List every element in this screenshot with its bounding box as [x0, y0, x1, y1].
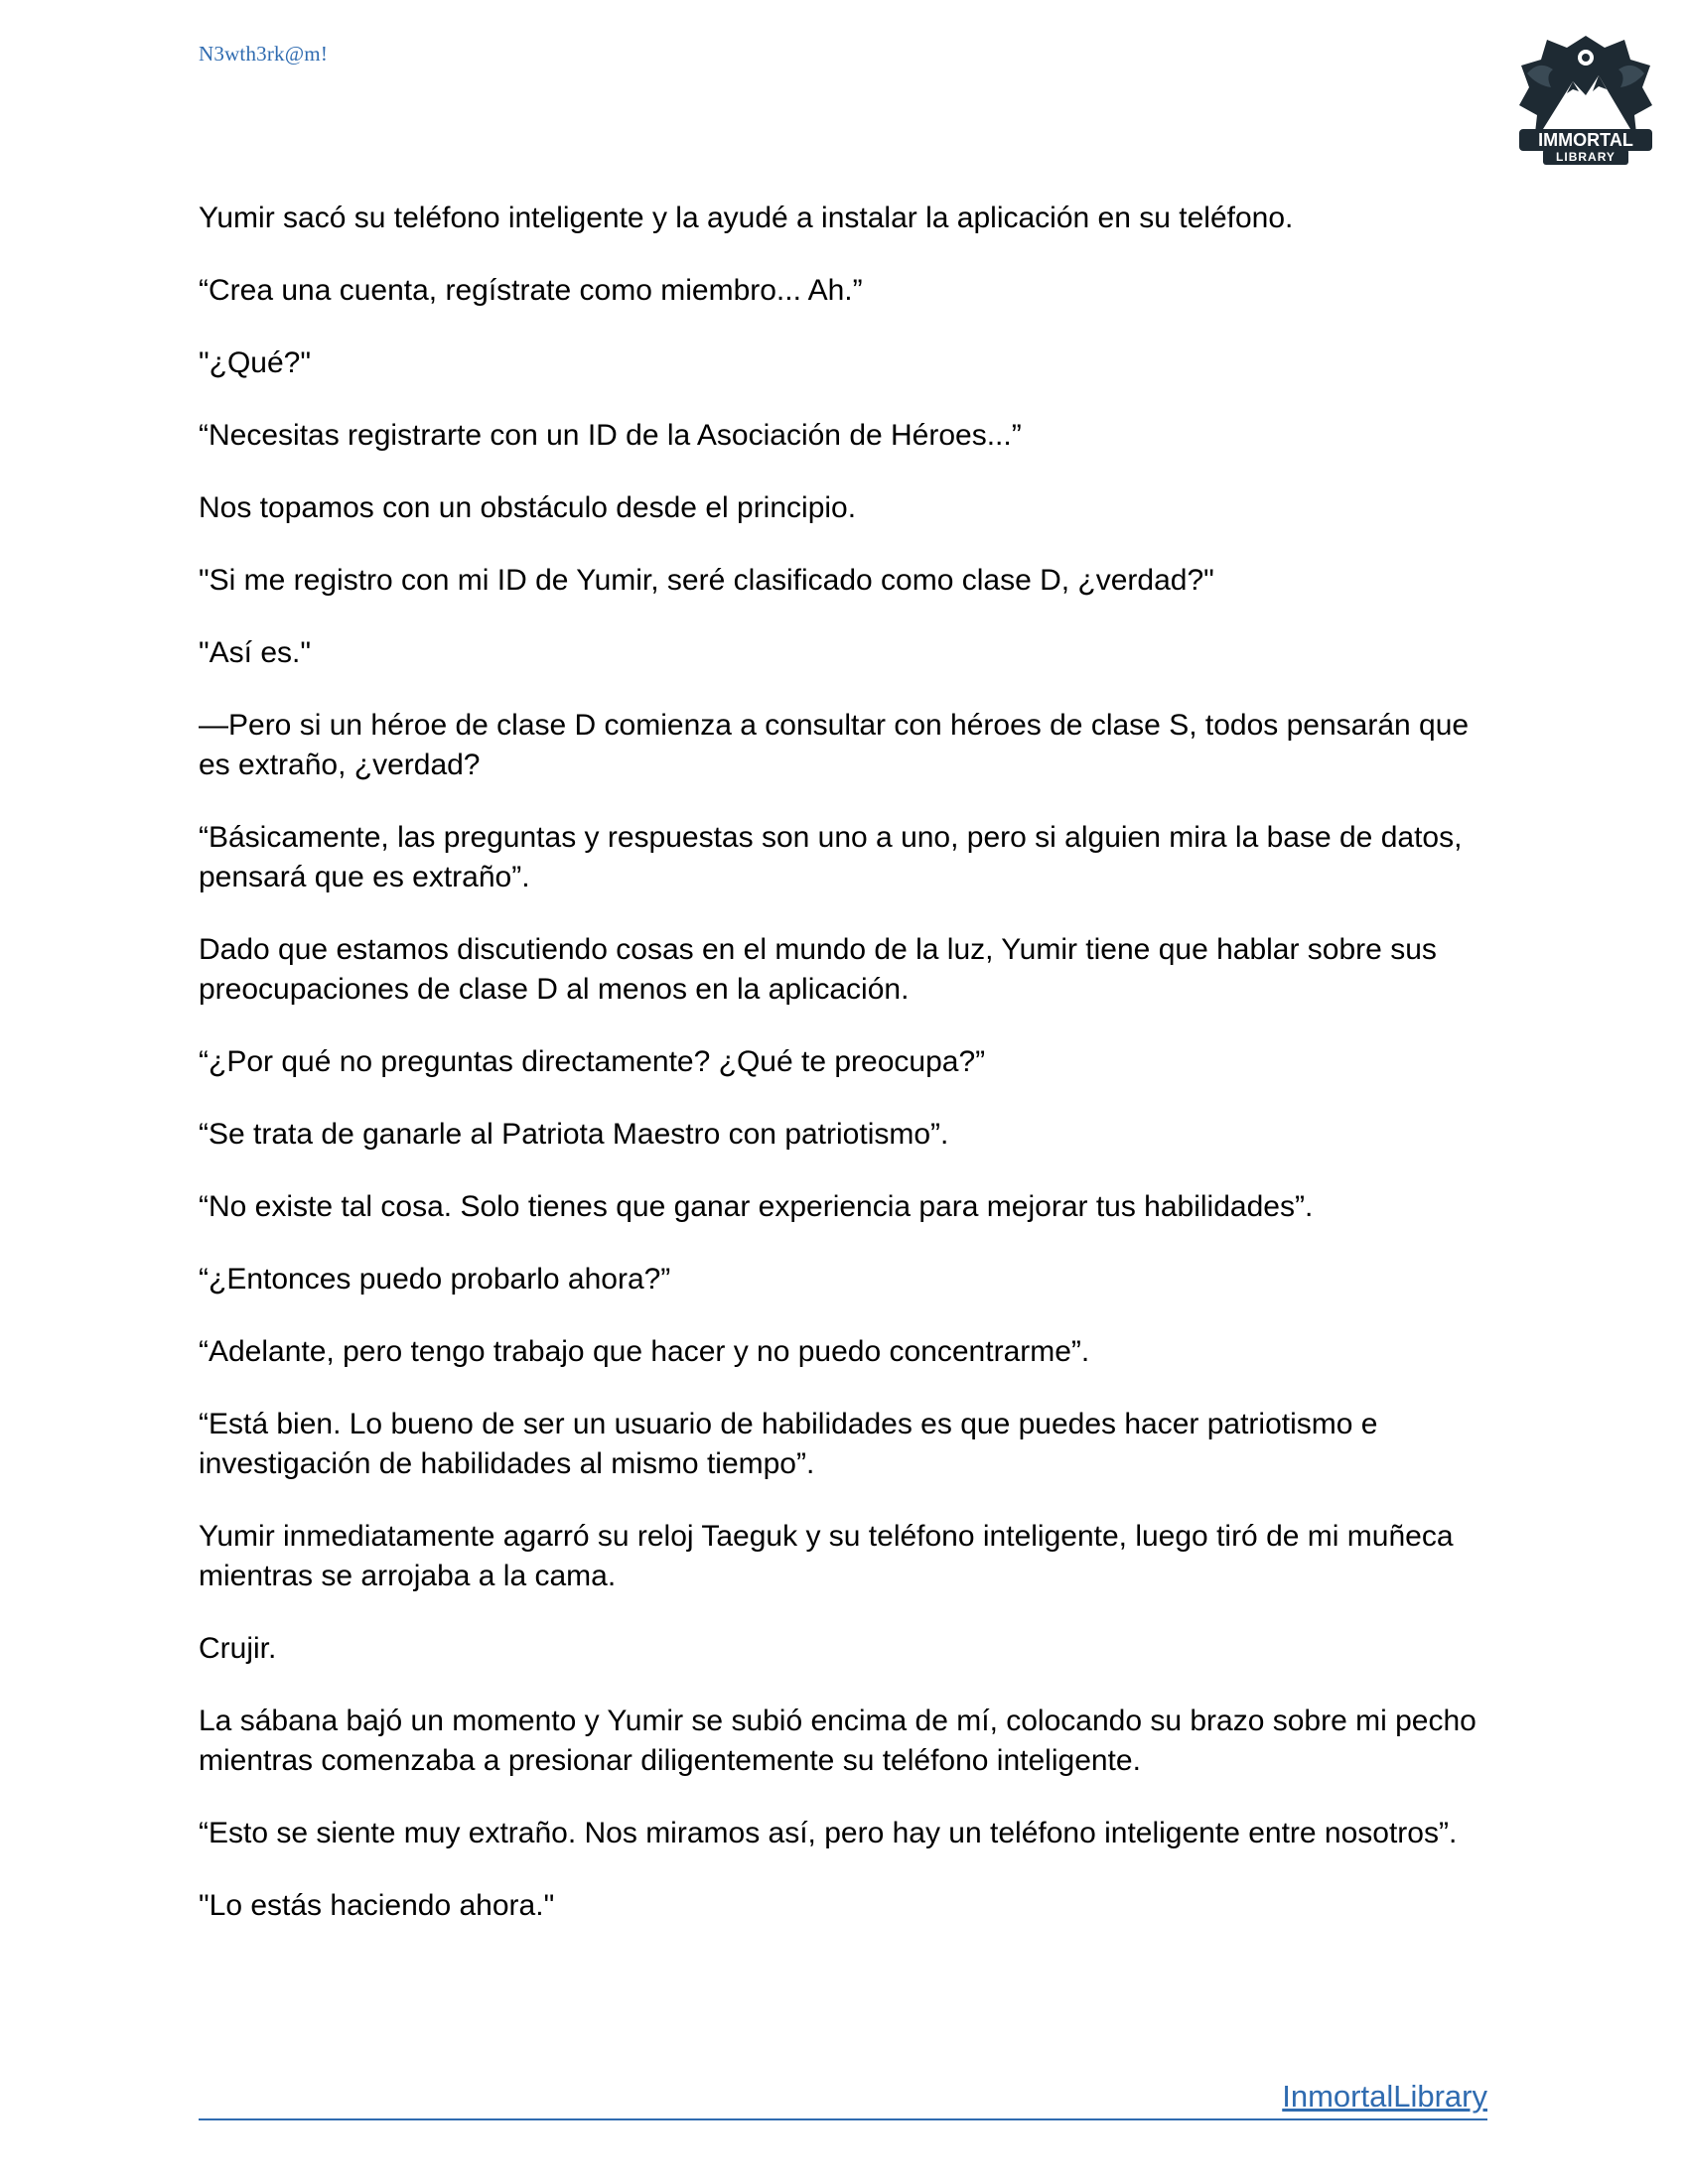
paragraph: "Así es." — [199, 636, 311, 669]
paragraph: “No existe tal cosa. Solo tienes que ganar experiencia para mejorar tus habilidades”. — [199, 1190, 1314, 1223]
paragraph: “Adelante, pero tengo trabajo que hacer y no puedo concentrarme”. — [199, 1335, 1090, 1368]
paragraph: "Lo estás haciendo ahora." — [199, 1889, 555, 1922]
paragraph: Nos topamos con un obstáculo desde el principio. — [199, 491, 857, 524]
paragraph: “Básicamente, las preguntas y respuestas son uno a uno, pero si alguien mira la base de datos, pensará que es extraño”. — [199, 821, 1463, 893]
immortal-library-logo-icon — [1513, 30, 1658, 169]
paragraph: “Está bien. Lo bueno de ser un usuario de habilidades es que puedes hacer patriotismo e investigación de habilidades al mismo tiempo”. — [199, 1408, 1378, 1480]
paragraph: "Si me registro con mi ID de Yumir, seré clasificado como clase D, ¿verdad?" — [199, 564, 1214, 597]
footer-link[interactable]: InmortalLibrary — [1282, 2079, 1487, 2114]
logo-text-line1: IMMORTAL — [1538, 130, 1633, 150]
watermark-text: N3wth3rk@m! — [199, 42, 329, 66]
paragraph: Yumir sacó su teléfono inteligente y la ayudé a instalar la aplicación en su teléfono. — [199, 202, 1294, 234]
paragraph: —Pero si un héroe de clase D comienza a consultar con héroes de clase S, todos pensarán que es extraño, ¿verdad? — [199, 709, 1470, 781]
document-body — [199, 199, 1489, 1959]
paragraph: Crujir. — [199, 1632, 277, 1665]
logo-text-line2: LIBRARY — [1556, 150, 1616, 164]
paragraph: “¿Entonces puedo probarlo ahora?” — [199, 1263, 671, 1296]
paragraph: Dado que estamos discutiendo cosas en el mundo de la luz, Yumir tiene que hablar sobre sus preocupaciones de clase D al menos en la aplicación. — [199, 933, 1437, 1006]
paragraph: “¿Por qué no preguntas directamente? ¿Qué te preocupa?” — [199, 1045, 986, 1078]
paragraph: “Se trata de ganarle al Patriota Maestro con patriotismo”. — [199, 1118, 949, 1151]
paragraph: La sábana bajó un momento y Yumir se subió encima de mí, colocando su brazo sobre mi pecho mientras comenzaba a presionar diligentemente su teléfono inteligente. — [199, 1705, 1477, 1777]
footer-rule — [199, 2073, 1487, 2120]
paragraph: “Crea una cuenta, regístrate como miembro... Ah.” — [199, 274, 863, 307]
paragraph: Yumir inmediatamente agarró su reloj Taeguk y su teléfono inteligente, luego tiró de mi muñeca mientras se arrojaba a la cama. — [199, 1520, 1454, 1592]
paragraph: “Necesitas registrarte con un ID de la Asociación de Héroes...” — [199, 419, 1022, 452]
paragraph: “Esto se siente muy extraño. Nos miramos así, pero hay un teléfono inteligente entre nosotros”. — [199, 1817, 1458, 1849]
paragraph: "¿Qué?" — [199, 346, 312, 379]
